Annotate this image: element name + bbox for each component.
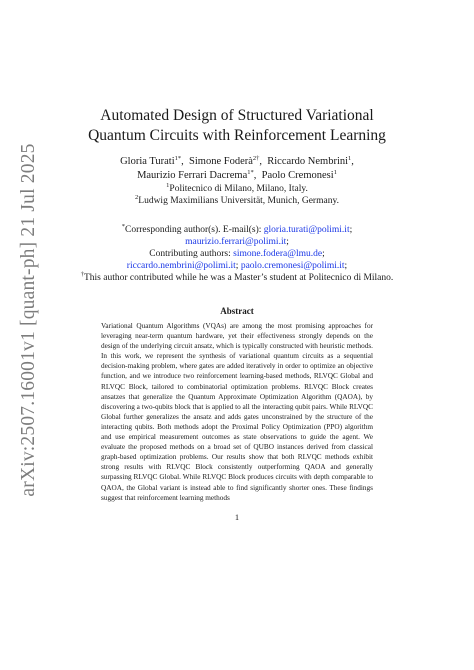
corresponding-mark: * <box>121 223 126 230</box>
email-link[interactable]: gloria.turati@polimi.it <box>263 225 350 235</box>
title-line-1: Automated Design of Structured Variational <box>100 107 374 124</box>
author-name: Paolo Cremonesi <box>261 170 334 181</box>
title-line-2: Quantum Circuits with Reinforcement Learning <box>88 127 386 144</box>
email-link[interactable]: maurizio.ferrari@polimi.it <box>185 237 287 247</box>
note-mark: † <box>80 271 84 278</box>
author-marks: 1 <box>348 155 352 162</box>
email-link[interactable]: riccardo.nembrini@polimi.it <box>126 261 236 271</box>
author-name: Gloria Turati <box>120 156 175 167</box>
affiliations <box>60 183 414 207</box>
author-name: Riccardo Nembrini <box>267 156 349 167</box>
abstract-text: Variational Quantum Algorithms (VQAs) are among the most promising approaches for leveraging near-term quantum hardware, yet their effectiveness strongly depends on the design of the underlying circuit ansatz, which is typically constructed with heuristic methods. In this work, we represent the synthesis of variational quantum circuits as a sequential decision-making problem, where gates are added iteratively in order to optimize an objective function, and we introduce two reinforcement learning-based methods, RLVQC Global and RLVQC Block, tailored to combinatorial optimization problems. RLVQC Block creates ansatzes that generalize the Quantum Approximate Optimization Algorithm (QAOA), by discovering a two-qubits block that is applied to all the interacting qubit pairs. While RLVQC Global further generalizes the ansatz and adds gates unconstrained by the structure of the interacting qubits. Both methods adopt the Proximal Policy Optimization (PPO) algorithm and use empirical measurement outcomes as state observations to guide the agent. We evaluate the proposed methods on a broad set of QUBO instances derived from classical graph-based optimization problems. Our results show that both RLVQC methods exhibit strong results with RLVQC Block consistently outperforming QAOA and generally surpassing RLVQC Global. While RLVQC Block produces circuits with depth comparable to QAOA, the Global variant is instead able to find significantly shorter ones. These findings suggest that reinforcement learning methods <box>101 322 373 502</box>
affiliation-mark: 2 <box>135 194 139 201</box>
affiliation-2 <box>60 195 414 207</box>
affiliation-mark: 1 <box>166 182 170 189</box>
author-marks: 1* <box>174 155 182 162</box>
affiliation-text: Politecnico di Milano, Milano, Italy. <box>169 184 308 194</box>
author-name: Maurizio Ferrari Dacrema <box>137 170 248 181</box>
email-link[interactable]: paolo.cremonesi@polimi.it <box>240 261 345 271</box>
author-marks: 1* <box>247 169 254 176</box>
email-link[interactable]: simone.fodera@lmu.de <box>233 249 323 259</box>
author-note: This author contributed while he was a Master’s student at Politecnico di Milano. <box>83 273 394 283</box>
contact-info: *Corresponding author(s). E-mail(s): gloria.turati@polimi.it; maurizio.ferrari@polimi.it; Contributing authors: simone.fodera@lmu.de; riccardo.nembrini@polimi.it; paolo.cremonesi@polimi.it; †This author contributed while he was a Master’s student at Politecnico di Milano. <box>80 223 394 283</box>
affiliation-text: Ludwig Maximilians Universität, Munich, Germany. <box>138 196 339 206</box>
page-number: 1 <box>234 512 240 522</box>
arxiv-identifier <box>8 143 50 497</box>
author-marks: 1 <box>333 169 337 176</box>
author-list: Gloria Turati$^{1*}$, Simone Foderà$^{2\dagger}$, Riccardo Nembrini$^1$, Maurizio Ferrari Dacrema$^{1*}$, Paolo Cremonesi$^1$ <box>120 155 354 181</box>
paper-title <box>60 106 414 146</box>
arxiv-identifier-text: arXiv:2507.16001v1 [quant-ph] 21 Jul 2025 <box>18 143 39 497</box>
corresponding-label: Corresponding author(s). E-mail(s): <box>125 225 262 235</box>
contributing-label: Contributing authors: <box>149 249 231 259</box>
abstract-heading: Abstract <box>220 306 254 316</box>
author-marks: 2† <box>252 155 260 162</box>
affiliation-1 <box>60 183 414 195</box>
author-name: Simone Foderà <box>189 156 253 167</box>
